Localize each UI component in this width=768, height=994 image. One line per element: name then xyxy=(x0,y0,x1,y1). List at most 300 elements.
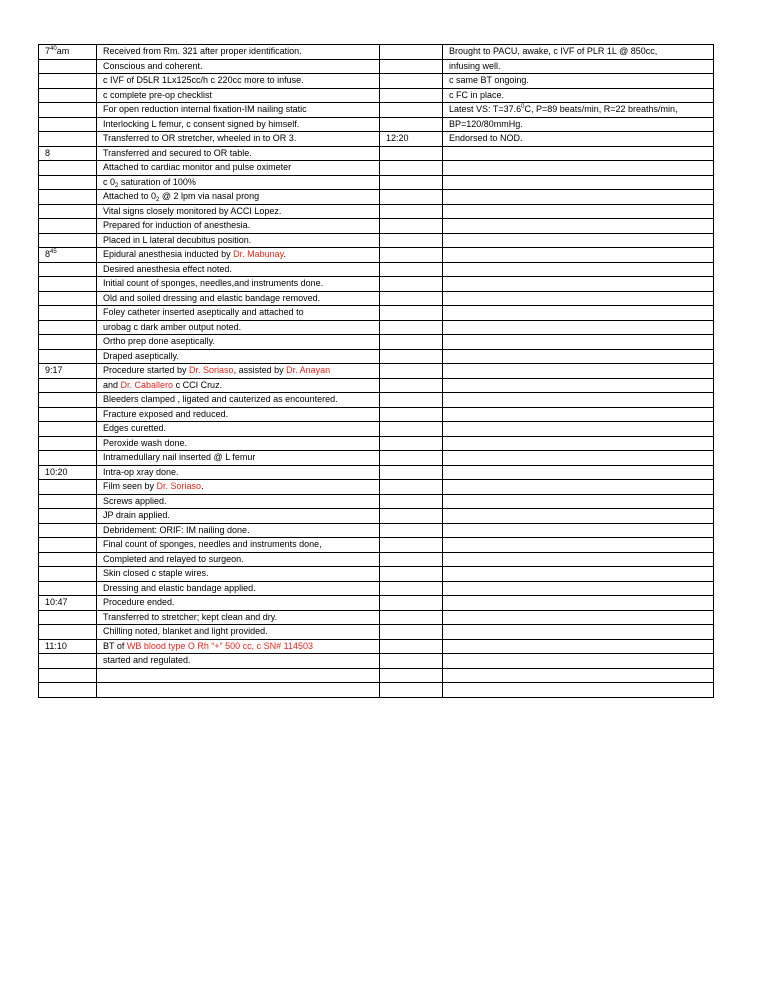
note-cell xyxy=(97,625,380,640)
note-cell-2 xyxy=(443,291,714,306)
time-cell xyxy=(39,552,97,567)
note-text: Skin closed c staple wires. xyxy=(103,568,209,578)
note-text: Bleeders clamped , ligated and cauterized as encountered. xyxy=(103,394,338,404)
time-cell xyxy=(39,683,97,698)
note-text: Film seen by xyxy=(103,481,157,491)
time-cell-2 xyxy=(380,494,443,509)
note-cell-2 xyxy=(443,683,714,698)
time-cell-2 xyxy=(380,277,443,292)
time-cell xyxy=(39,364,97,379)
table-row xyxy=(39,74,714,89)
note-cell xyxy=(97,59,380,74)
time-text: 8 xyxy=(45,147,51,158)
table-row xyxy=(39,654,714,669)
time-cell-2 xyxy=(380,117,443,132)
time-cell xyxy=(39,88,97,103)
time-cell-2 xyxy=(380,219,443,234)
note-cell xyxy=(97,581,380,596)
note-cell xyxy=(97,320,380,335)
note-cell xyxy=(97,262,380,277)
time-cell xyxy=(39,349,97,364)
note-cell xyxy=(97,509,380,524)
table-row xyxy=(39,161,714,176)
note-cell xyxy=(97,204,380,219)
note-text: c same BT ongoing. xyxy=(449,75,529,85)
table-row xyxy=(39,291,714,306)
time-cell-2 xyxy=(380,349,443,364)
note-cell-2 xyxy=(443,190,714,205)
time-cell xyxy=(39,74,97,89)
note-text: Dressing and elastic bandage applied. xyxy=(103,582,256,593)
note-text: Draped aseptically. xyxy=(103,350,179,361)
time-cell xyxy=(39,378,97,393)
note-cell xyxy=(97,161,380,176)
time-cell-2 xyxy=(380,190,443,205)
time-minutes: 40 xyxy=(50,46,57,52)
note-cell xyxy=(97,103,380,118)
table-row xyxy=(39,610,714,625)
time-cell xyxy=(39,219,97,234)
time-cell-2 xyxy=(380,146,443,161)
time-cell xyxy=(39,393,97,408)
time-cell-2 xyxy=(380,175,443,190)
table-row xyxy=(39,335,714,350)
note-text: Attached to cardiac monitor and pulse oximeter xyxy=(103,162,292,172)
note-text: Received from Rm. 321 after proper identification. xyxy=(103,46,302,56)
note-text: Peroxide wash done. xyxy=(103,437,188,448)
note-text: Chilling noted, blanket and light provided. xyxy=(103,626,268,636)
table-row xyxy=(39,668,714,683)
table-row xyxy=(39,625,714,640)
note-text: Interlocking L femur, c consent signed by himself. xyxy=(103,118,300,129)
time-cell xyxy=(39,581,97,596)
note-cell-2 xyxy=(443,320,714,335)
time-cell xyxy=(39,262,97,277)
time-cell-2 xyxy=(380,248,443,263)
note-text: Intramedullary nail inserted @ L femur xyxy=(103,452,256,462)
time-cell-2 xyxy=(380,378,443,393)
table-row xyxy=(39,233,714,248)
time-cell xyxy=(39,190,97,205)
note-text: 0 xyxy=(521,104,525,110)
note-cell xyxy=(97,117,380,132)
time-cell xyxy=(39,132,97,147)
time-cell xyxy=(39,248,97,263)
time-text: 10:20 xyxy=(45,466,68,477)
table-row xyxy=(39,364,714,379)
time-cell-2 xyxy=(380,625,443,640)
table-row xyxy=(39,378,714,393)
note-text: started and regulated. xyxy=(103,655,191,665)
note-text: Old and soiled dressing and elastic bandage removed. xyxy=(103,292,321,303)
time-cell-2 xyxy=(380,335,443,350)
time-cell-2 xyxy=(380,509,443,524)
time-suffix: am xyxy=(56,46,70,56)
time-cell-2 xyxy=(380,204,443,219)
table-row xyxy=(39,480,714,495)
note-cell xyxy=(97,596,380,611)
note-cell xyxy=(97,407,380,422)
note-text: Foley catheter inserted aseptically and attached to xyxy=(103,307,304,317)
note-cell xyxy=(97,277,380,292)
time-cell-2 xyxy=(380,422,443,437)
note-cell-2 xyxy=(443,219,714,234)
note-cell-2 xyxy=(443,436,714,451)
note-cell-2 xyxy=(443,480,714,495)
note-cell-2 xyxy=(443,407,714,422)
time-text: 8 xyxy=(45,249,51,259)
time-cell xyxy=(39,204,97,219)
note-text: For open reduction internal fixation-IM nailing static xyxy=(103,104,307,114)
note-cell xyxy=(97,436,380,451)
note-cell-2 xyxy=(443,625,714,640)
time-cell-2 xyxy=(380,103,443,118)
note-text: Latest VS: T=37.6 xyxy=(449,104,522,114)
note-cell-2 xyxy=(443,262,714,277)
time-cell xyxy=(39,422,97,437)
note-cell xyxy=(97,465,380,480)
time-text: 7 xyxy=(45,46,51,56)
note-cell-2 xyxy=(443,610,714,625)
note-cell-2 xyxy=(443,523,714,538)
note-text: Intra-op xray done. xyxy=(103,466,179,477)
time-cell-2 xyxy=(380,436,443,451)
time-text: 10:47 xyxy=(45,597,68,607)
note-text: BP=120/80mmHg. xyxy=(449,118,523,129)
note-text: Vital signs closely monitored by ACCI Lopez. xyxy=(103,205,282,216)
note-text: Attached to 0 xyxy=(103,191,157,201)
note-cell xyxy=(97,306,380,321)
note-text: Desired anesthesia effect noted. xyxy=(103,263,232,274)
note-text: Epidural anesthesia inducted by xyxy=(103,249,234,259)
table-row xyxy=(39,581,714,596)
time-cell-2 xyxy=(380,567,443,582)
time-cell-2 xyxy=(380,74,443,89)
time-cell-2 xyxy=(380,668,443,683)
note-cell xyxy=(97,668,380,683)
note-cell-2 xyxy=(443,233,714,248)
table-row xyxy=(39,175,714,190)
note-cell-2 xyxy=(443,277,714,292)
time-cell xyxy=(39,625,97,640)
note-cell xyxy=(97,291,380,306)
note-cell-2 xyxy=(443,364,714,379)
note-cell-2 xyxy=(443,146,714,161)
note-cell-2 xyxy=(443,335,714,350)
table-row xyxy=(39,45,714,60)
note-cell xyxy=(97,552,380,567)
note-cell xyxy=(97,378,380,393)
note-cell-2 xyxy=(443,248,714,263)
note-cell-2 xyxy=(443,378,714,393)
note-cell xyxy=(97,393,380,408)
note-text: c FC in place. xyxy=(449,89,505,100)
time-cell-2 xyxy=(380,291,443,306)
note-text: Transferred to stretcher; kept clean and dry. xyxy=(103,611,278,622)
time-cell xyxy=(39,436,97,451)
table-row xyxy=(39,465,714,480)
note-text: saturation of 100% xyxy=(118,176,196,187)
note-text: . xyxy=(283,249,286,259)
note-cell xyxy=(97,335,380,350)
note-text: infusing well. xyxy=(449,60,501,71)
time-cell-2 xyxy=(380,364,443,379)
note-text: urobag c dark amber output noted. xyxy=(103,321,242,332)
note-cell xyxy=(97,248,380,263)
time-cell-2 xyxy=(380,581,443,596)
table-row xyxy=(39,509,714,524)
note-cell-2 xyxy=(443,45,714,60)
note-cell-2 xyxy=(443,552,714,567)
note-text: 2 xyxy=(156,197,160,203)
note-text: Endorsed to NOD. xyxy=(449,133,523,143)
table-row xyxy=(39,190,714,205)
time-cell xyxy=(39,103,97,118)
note-cell-2 xyxy=(443,451,714,466)
highlighted-text: Dr. Soriaso xyxy=(189,365,234,375)
time-cell xyxy=(39,494,97,509)
table-row xyxy=(39,436,714,451)
note-text: Procedure started by xyxy=(103,365,190,375)
time-cell xyxy=(39,538,97,553)
note-text: c complete pre-op checklist xyxy=(103,89,213,100)
note-text: Conscious and coherent. xyxy=(103,60,203,71)
note-cell-2 xyxy=(443,465,714,480)
note-cell xyxy=(97,494,380,509)
table-row xyxy=(39,306,714,321)
time-cell-2 xyxy=(380,59,443,74)
highlighted-text: Dr. Soriaso xyxy=(156,481,202,491)
note-text: Final count of sponges, needles and instruments done, xyxy=(103,539,322,549)
table-row xyxy=(39,146,714,161)
note-text: Transferred and secured to OR table. xyxy=(103,147,252,158)
note-text: Placed in L lateral decubitus position. xyxy=(103,234,252,245)
time-cell xyxy=(39,161,97,176)
time-cell xyxy=(39,277,97,292)
note-cell-2 xyxy=(443,538,714,553)
time-cell xyxy=(39,465,97,480)
note-text: Screws applied. xyxy=(103,495,167,506)
table-row xyxy=(39,639,714,654)
note-text: c CCI Cruz. xyxy=(173,379,223,390)
table-row xyxy=(39,103,714,118)
table-row xyxy=(39,538,714,553)
table-row xyxy=(39,596,714,611)
time-cell xyxy=(39,335,97,350)
time-cell-2 xyxy=(380,306,443,321)
time-cell xyxy=(39,610,97,625)
note-cell-2 xyxy=(443,117,714,132)
note-cell xyxy=(97,349,380,364)
time-cell-2 xyxy=(380,552,443,567)
time-cell xyxy=(39,407,97,422)
time-text: 9:17 xyxy=(45,365,63,375)
note-cell xyxy=(97,683,380,698)
time-cell-2 xyxy=(380,393,443,408)
note-cell-2 xyxy=(443,422,714,437)
highlighted-text: WB blood type O Rh “+” 500 cc, c SN# 114503 xyxy=(126,640,314,651)
note-cell xyxy=(97,175,380,190)
time-cell-2 xyxy=(380,465,443,480)
time-cell xyxy=(39,45,97,60)
note-cell-2 xyxy=(443,509,714,524)
note-text: Procedure ended. xyxy=(103,597,175,607)
time-cell-2 xyxy=(380,88,443,103)
note-cell-2 xyxy=(443,204,714,219)
time-cell-2 xyxy=(380,262,443,277)
time-cell-2 xyxy=(380,233,443,248)
time-cell xyxy=(39,654,97,669)
time-cell xyxy=(39,523,97,538)
note-cell-2 xyxy=(443,393,714,408)
time-cell xyxy=(39,509,97,524)
note-cell xyxy=(97,364,380,379)
note-text: BT of xyxy=(103,640,127,651)
note-text: , assisted by xyxy=(233,365,287,375)
note-text: 2 xyxy=(115,182,119,189)
time-cell xyxy=(39,480,97,495)
time-cell xyxy=(39,567,97,582)
table-row xyxy=(39,349,714,364)
highlighted-text: Dr. Anayan xyxy=(286,365,331,375)
note-text: @ 2 lpm via nasal prong xyxy=(159,191,260,201)
note-text: JP drain applied. xyxy=(103,510,170,520)
time-cell-2 xyxy=(380,320,443,335)
time-cell-2 xyxy=(380,132,443,147)
time-cell xyxy=(39,639,97,654)
note-cell-2 xyxy=(443,132,714,147)
time-cell-2 xyxy=(380,683,443,698)
note-cell xyxy=(97,567,380,582)
time-cell xyxy=(39,175,97,190)
note-cell xyxy=(97,451,380,466)
time-cell xyxy=(39,233,97,248)
note-text: Initial count of sponges, needles,and instruments done. xyxy=(103,278,324,288)
table-row xyxy=(39,320,714,335)
note-text: Edges curetted. xyxy=(103,423,167,433)
time-cell xyxy=(39,306,97,321)
or-nursing-notes-table xyxy=(38,44,714,698)
note-cell xyxy=(97,146,380,161)
time-cell xyxy=(39,451,97,466)
note-text: Fracture exposed and reduced. xyxy=(103,408,229,419)
time-cell-2 xyxy=(380,480,443,495)
table-row xyxy=(39,248,714,263)
table-row xyxy=(39,277,714,292)
time-cell-2 xyxy=(380,639,443,654)
table-row xyxy=(39,88,714,103)
time-cell xyxy=(39,668,97,683)
highlighted-text: Dr. Caballero xyxy=(120,379,174,390)
note-cell-2 xyxy=(443,596,714,611)
table-row xyxy=(39,552,714,567)
note-cell-2 xyxy=(443,494,714,509)
time-cell xyxy=(39,291,97,306)
note-cell xyxy=(97,88,380,103)
note-cell-2 xyxy=(443,175,714,190)
time-cell-2 xyxy=(380,161,443,176)
table-row xyxy=(39,393,714,408)
table-row xyxy=(39,567,714,582)
note-text: Transferred to OR stretcher, wheeled in to OR 3. xyxy=(103,133,297,143)
note-text: and xyxy=(103,379,121,390)
time-text: 11:10 xyxy=(45,640,67,651)
note-text: Completed and relayed to surgeon. xyxy=(103,553,244,564)
notes-table-body xyxy=(39,45,714,698)
note-text: c 0 xyxy=(103,176,116,187)
note-cell xyxy=(97,480,380,495)
note-text: Ortho prep done aseptically. xyxy=(103,336,215,346)
table-row xyxy=(39,451,714,466)
note-cell-2 xyxy=(443,654,714,669)
note-cell xyxy=(97,233,380,248)
time-cell-2 xyxy=(380,45,443,60)
note-cell xyxy=(97,132,380,147)
note-cell-2 xyxy=(443,349,714,364)
note-text: Debridement: ORIF: IM nailing done. xyxy=(103,524,250,535)
table-row xyxy=(39,523,714,538)
note-cell xyxy=(97,74,380,89)
note-cell-2 xyxy=(443,88,714,103)
note-cell xyxy=(97,610,380,625)
time-cell xyxy=(39,320,97,335)
table-row xyxy=(39,422,714,437)
time-cell-2 xyxy=(380,451,443,466)
time-cell xyxy=(39,59,97,74)
note-text: C, P=89 beats/min, R=22 breaths/min, xyxy=(524,104,678,114)
note-cell-2 xyxy=(443,639,714,654)
time-cell-2 xyxy=(380,654,443,669)
note-cell-2 xyxy=(443,668,714,683)
note-cell xyxy=(97,422,380,437)
table-row xyxy=(39,132,714,147)
highlighted-text: Dr. Mabunay xyxy=(233,249,284,259)
time-cell-2 xyxy=(380,523,443,538)
table-row xyxy=(39,494,714,509)
note-cell xyxy=(97,45,380,60)
note-cell-2 xyxy=(443,306,714,321)
note-text: Brought to PACU, awake, c IVF of PLR 1L @ 850cc, xyxy=(449,46,658,56)
note-text: . xyxy=(201,481,204,491)
note-cell xyxy=(97,190,380,205)
table-row xyxy=(39,59,714,74)
table-row xyxy=(39,407,714,422)
time-cell xyxy=(39,146,97,161)
table-row xyxy=(39,117,714,132)
note-cell xyxy=(97,219,380,234)
time-minutes: 45 xyxy=(50,249,57,255)
note-cell-2 xyxy=(443,59,714,74)
note-text: Prepared for induction of anesthesia. xyxy=(103,220,251,230)
table-row xyxy=(39,204,714,219)
note-cell-2 xyxy=(443,74,714,89)
table-row xyxy=(39,262,714,277)
note-cell-2 xyxy=(443,103,714,118)
time-cell-2 xyxy=(380,610,443,625)
time-text: 12:20 xyxy=(386,133,409,143)
note-cell xyxy=(97,639,380,654)
time-cell xyxy=(39,117,97,132)
time-cell-2 xyxy=(380,407,443,422)
time-cell-2 xyxy=(380,538,443,553)
table-row xyxy=(39,219,714,234)
note-cell xyxy=(97,523,380,538)
note-cell xyxy=(97,538,380,553)
note-text: c IVF of D5LR 1Lx125cc/h c 220cc more to infuse. xyxy=(103,75,304,85)
note-cell-2 xyxy=(443,581,714,596)
note-cell xyxy=(97,654,380,669)
time-cell-2 xyxy=(380,596,443,611)
